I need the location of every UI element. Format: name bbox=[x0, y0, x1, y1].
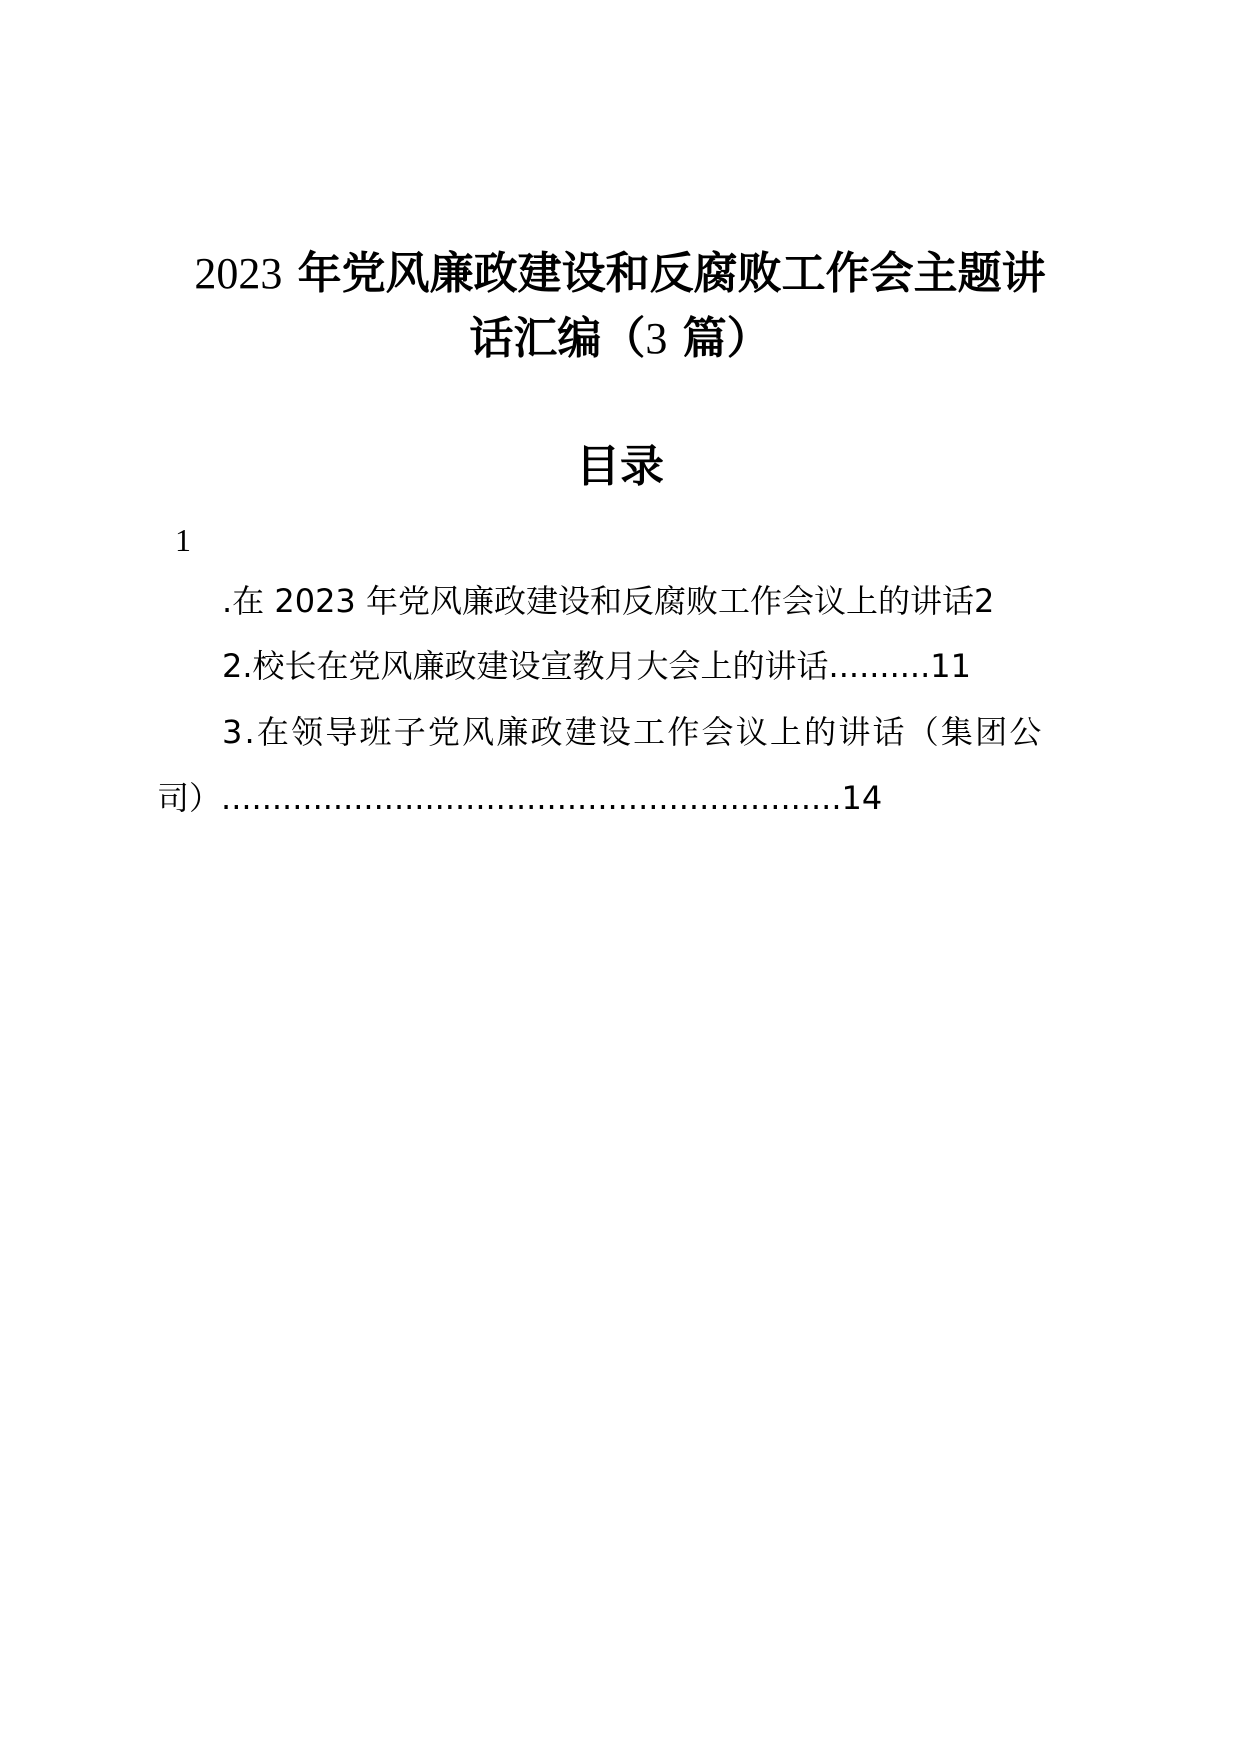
title-line-2-number: 3 bbox=[645, 314, 668, 363]
toc-entry-leader: ............................................................. bbox=[221, 779, 842, 817]
toc-entry-text: 2.校长在党风廉政建设宣教月大会上的讲话 bbox=[222, 647, 829, 685]
toc-entry-page: 14 bbox=[841, 779, 883, 817]
document-title-line-2 bbox=[150, 313, 1090, 364]
toc-entry-1[interactable] bbox=[222, 582, 1022, 620]
title-year: 2023 bbox=[194, 249, 283, 298]
toc-stray-number: 1 bbox=[175, 522, 191, 558]
toc-entry-text: 3.在领导班子党风廉政建设工作会议上的讲话（集团公 bbox=[222, 713, 1044, 751]
title-line-2-prefix: 话汇编（ bbox=[469, 313, 646, 364]
toc-entry-3[interactable] bbox=[222, 713, 1082, 751]
toc-entry-page: 2 bbox=[973, 582, 995, 620]
toc-entry-leader: .......... bbox=[828, 647, 931, 685]
title-line-2-suffix: 篇） bbox=[667, 313, 771, 364]
toc-entry-text: .在 2023 年党风廉政建设和反腐败工作会议上的讲话 bbox=[222, 582, 974, 620]
toc-entry-3-continuation[interactable] bbox=[157, 779, 1022, 817]
document-title-line-1 bbox=[150, 248, 1090, 299]
toc-entry-page: 11 bbox=[930, 647, 971, 685]
title-text: 年党风廉政建设和反腐败工作会主题讲 bbox=[282, 248, 1046, 299]
toc-heading: 目录 bbox=[576, 441, 664, 492]
toc-entry-text-continuation: 司） bbox=[157, 779, 222, 817]
toc-entry-2[interactable] bbox=[222, 647, 1022, 685]
